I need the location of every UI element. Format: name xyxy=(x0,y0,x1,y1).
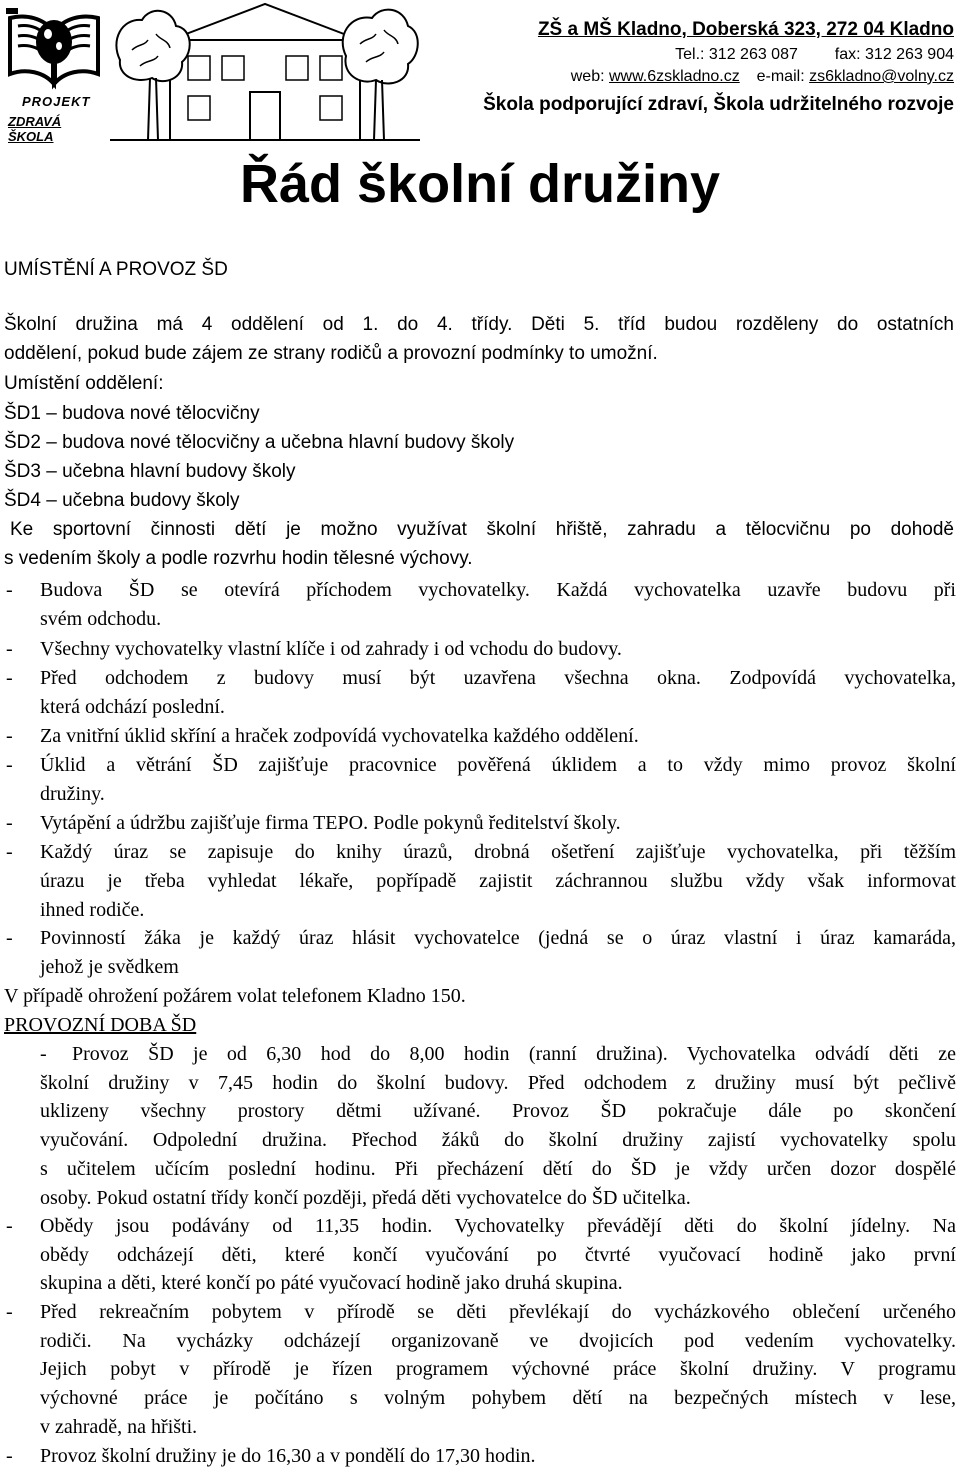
sports-paragraph-line-2: s vedením školy a podle rozvrhu hodin tělesné výchovy. xyxy=(4,548,473,569)
section-heading-placement: UMÍSTĚNÍ A PROVOZ ŠD xyxy=(4,259,228,280)
list-item-line: Budova ŠD se otevírá příchodem vychovatelky. Každá vychovatelka uzavře budovu při xyxy=(40,579,956,601)
list-item-line: svém odchodu. xyxy=(40,608,162,630)
list-item-line: vyučování. Odpolední družina. Přechod žáků do školní družiny zajistí vychovatelky spolu xyxy=(40,1129,956,1152)
phone-number: Tel.: 312 263 087 xyxy=(675,46,798,63)
list-item-line: družiny. xyxy=(40,783,105,805)
department-sd3: ŠD3 – učebna hlavní budovy školy xyxy=(4,461,296,482)
list-item-line: Vytápění a údržbu zajišťuje firma TEPO. Podle pokynů ředitelství školy. xyxy=(40,812,621,834)
list-item-line: školní družiny v 7,45 hodin do školní budovy. Před odchodem z družiny musí být pečlivě xyxy=(40,1071,956,1094)
list-item-line: Provoz školní družiny je do 16,30 a v pondělí do 17,30 hodin. xyxy=(40,1445,536,1467)
list-item-line: Všechny vychovatelky vlastní klíče i od zahrady i od vchodu do budovy. xyxy=(40,638,622,660)
list-item-line: Jejich pobyt v přírodě je řízen programem výchovné práce školní družiny. V programu xyxy=(40,1358,956,1381)
placement-label: Umístění oddělení: xyxy=(4,373,164,394)
list-item-line: Před odchodem z budovy musí být uzavřena všechna okna. Zodpovídá vychovatelka, xyxy=(40,667,956,689)
paragraph-intro-line-1: Školní družina má 4 oddělení od 1. do 4. třídy. Děti 5. tříd budou rozděleny do ostatních xyxy=(4,314,954,335)
list-item-line: uklizeny všechny prostory dětmi užívané. Provoz ŠD pokračuje dále po skončení xyxy=(40,1100,956,1123)
list-bullet-dash: - xyxy=(6,667,13,689)
list-item-line: osoby. Pokud ostatní třídy končí později, předá děti vychovatelce do ŠD učitelka. xyxy=(40,1186,691,1209)
page-title: Řád školní družiny xyxy=(240,154,721,214)
contact-phone-fax xyxy=(675,47,954,63)
list-item-line: obědy odcházejí děti, které končí vyučování po čtvrté vyučovací hodině jako první xyxy=(40,1243,956,1266)
list-item-line: v zahradě, na hřišti. xyxy=(40,1415,198,1438)
list-item-line: rodiči. Na vycházky odcházejí organizovaně ve dvojicích pod vedením vychovatelky. xyxy=(40,1329,956,1352)
list-item-line: Obědy jsou podávány od 11,35 hodin. Vychovatelky převádějí děti do školní jídelny. Na xyxy=(40,1215,956,1237)
list-item-line: která odchází poslední. xyxy=(40,696,225,718)
logo-text-healthy-school: ZDRAVÁ ŠKOLA xyxy=(8,114,62,144)
school-building-illustration xyxy=(110,0,420,150)
list-bullet-dash: - xyxy=(6,927,13,949)
email-label: e-mail: xyxy=(756,68,805,85)
list-item-line: skupina a děti, které končí po páté vyučovací hodině jako druhá skupina. xyxy=(40,1272,623,1295)
list-item-line: ihned rodiče. xyxy=(40,899,145,921)
list-item-line: výchovné práce je počítáno s volným pohybem dětí na bezpečných místech v lese, xyxy=(40,1387,956,1410)
list-item-line: jehož je svědkem xyxy=(40,956,179,978)
logo-text-project: PROJEKT xyxy=(22,94,91,109)
school-building-icon xyxy=(110,0,420,150)
list-item-line: úrazu je třeba vyhledat lékaře, popřípadě zajistit záchrannou službu vždy však informovat xyxy=(40,870,956,892)
list-bullet-dash: - xyxy=(6,754,13,776)
web-label: web: xyxy=(570,68,605,85)
department-sd2: ŠD2 – budova nové tělocvičny a učebna hlavní budovy školy xyxy=(4,432,515,453)
list-bullet-dash: - xyxy=(6,1301,13,1323)
department-sd1: ŠD1 – budova nové tělocvičny xyxy=(4,403,260,424)
school-motto: Škola podporující zdraví, Škola udržitelného rozvoje xyxy=(483,94,954,115)
school-address: ZŠ a MŠ Kladno, Doberská 323, 272 04 Kladno xyxy=(537,19,954,40)
email-link[interactable]: zs6kladno@volny.cz xyxy=(809,68,954,85)
list-item-line: Úklid a větrání ŠD zajišťuje pracovnice pověřená úklidem a to vždy mimo provoz školní xyxy=(40,754,956,776)
sports-paragraph-line-1: Ke sportovní činnosti dětí je možno využívat školní hřiště, zahradu a tělocvičnu po dohodě xyxy=(10,519,954,540)
list-bullet-dash: - xyxy=(6,1215,13,1237)
list-item-line: Povinností žáka je každý úraz hlásit vychovatelce (jedná se o úraz vlastní i úraz kamaráda, xyxy=(40,927,956,949)
list-bullet-dash: - xyxy=(40,1043,47,1065)
list-item-line: Provoz ŠD je od 6,30 hod do 8,00 hodin (ranní družina). Vychovatelka odvádí děti ze xyxy=(72,1043,956,1065)
list-item-line: Před rekreačním pobytem v přírodě se děti převlékají do vycházkového oblečení určeného xyxy=(40,1301,956,1323)
list-item-line: Za vnitřní úklid skříní a hraček zodpovídá vychovatelka každého oddělení. xyxy=(40,725,639,747)
contact-web-email xyxy=(571,69,954,85)
section-heading-operating-hours: PROVOZNÍ DOBA ŠD xyxy=(4,1014,197,1036)
fax-number: fax: 312 263 904 xyxy=(834,46,954,63)
fire-notice: V případě ohrožení požárem volat telefonem Kladno 150. xyxy=(4,985,466,1007)
web-link[interactable]: www.6zskladno.cz xyxy=(609,68,740,85)
list-bullet-dash: - xyxy=(6,812,13,834)
list-bullet-dash: - xyxy=(6,725,13,747)
list-item-line: Každý úraz se zapisuje do knihy úrazů, drobná ošetření zajišťuje vychovatelka, při těžším xyxy=(40,841,956,863)
list-item-line: s učitelem učícím poslední hodinu. Při přecházení dětí do ŠD je vždy určen dozor dospělé xyxy=(40,1157,956,1180)
logo xyxy=(4,4,104,144)
list-bullet-dash: - xyxy=(6,579,13,601)
list-bullet-dash: - xyxy=(6,1445,13,1467)
department-sd4: ŠD4 – učebna budovy školy xyxy=(4,490,240,511)
list-bullet-dash: - xyxy=(6,841,13,863)
list-bullet-dash: - xyxy=(6,638,13,660)
paragraph-intro-line-2: oddělení, pokud bude zájem ze strany rodičů a provozní podmínky to umožní. xyxy=(4,343,658,364)
